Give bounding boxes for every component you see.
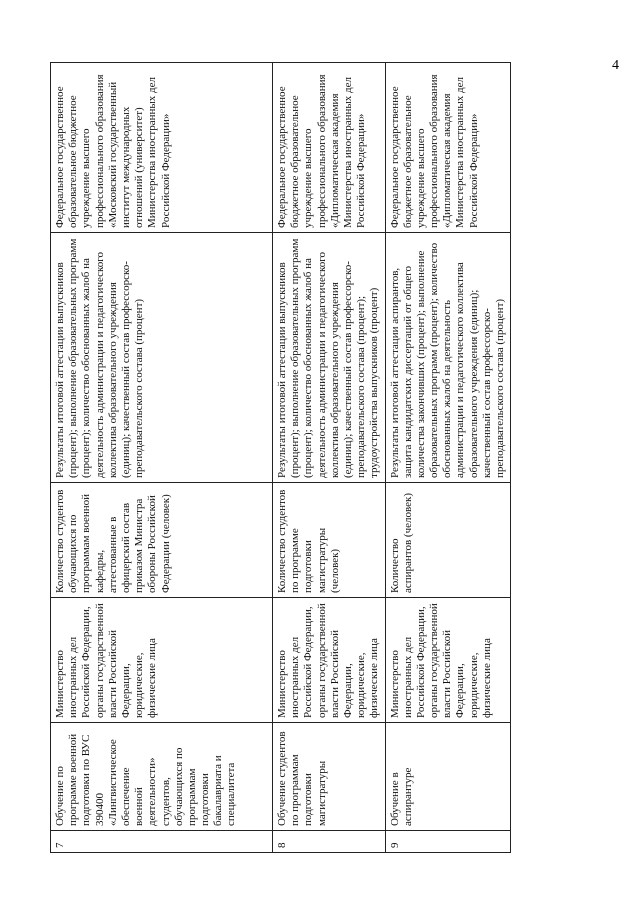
service-consumers: Министерство иностранных дел Российской Федерации, органы государственной власти Российской Федерации, юридические, физические лица [51,598,273,723]
services-table [50,62,511,853]
service-consumers: Министерство иностранных дел Российской Федерации, органы государственной власти Российской Федерации, юридические, физические лица [273,598,386,723]
volume-indicator: Количество аспирантов (человек) [385,483,511,598]
rotated-table-container [50,63,595,853]
page-number: 4 [612,58,619,73]
institution-name: Федеральное государственное образовательное бюджетное учреждение высшего профессионального образования «Московский государственный институт международных отношений (университет) Министерства иностранных дел Российской Федерации» [51,63,273,233]
institution-name: Федеральное государственное бюджетное образовательное учреждение высшего профессионального образования «Дипломатическая академия Министерства иностранных дел Российской Федерации» [273,63,386,233]
quality-indicator: Результаты итоговой аттестации аспирантов, защита кандидатских диссертаций от общего количества закончивших (процент); выполнение образовательных программ (процент); количество обоснованных жалоб на деятельность администрации и педагогического коллектива образовательного учреждения (единиц); качественный состав профессорско-преподавательского состава (процент) [385,233,511,483]
institution-name: Федеральное государственное бюджетное образовательное учреждение высшего профессионального образования «Дипломатическая академия Министерства иностранных дел Российской Федерации» [385,63,511,233]
table-row [273,63,386,853]
quality-indicator: Результаты итоговой аттестации выпускников (процент); выполнение образовательных программ (процент); количество обоснованных жалоб на деятельность администрации и педагогического коллектива образовательного учреждения (единиц); качественный состав профессорско-преподавательского состава (процент); трудоустройства выпускников (процент) [273,233,386,483]
row-number: 7 [51,831,273,853]
table-row [385,63,511,853]
service-name: Обучение по программе военной подготовки по ВУС 390400 «Лингвистическое обеспечение военной деятельности» студентов, обучающихся по программам подготовки бакалавриата и специалитета [51,723,273,831]
service-consumers: Министерство иностранных дел Российской Федерации, органы государственной власти Российской Федерации, юридические, физические лица [385,598,511,723]
volume-indicator: Количество студентов обучающихся по программам военной кафедры, аттестованные в офицерский состав приказом Министра обороны Российской Федерации (человек) [51,483,273,598]
quality-indicator: Результаты итоговой аттестации выпускников (процент); выполнение образовательных программ (процент); количество обоснованных жалоб на деятельность администрации и педагогического коллектива образовательного учреждения (единиц); качественный состав профессорско-преподавательского состава (процент) [51,233,273,483]
table-row [51,63,273,853]
service-name: Обучение студентов по программам подготовки магистратуры [273,723,386,831]
volume-indicator: Количество студентов по программе подготовки магистратуры (человек) [273,483,386,598]
row-number: 8 [273,831,386,853]
row-number: 9 [385,831,511,853]
service-name: Обучение в аспирантуре [385,723,511,831]
